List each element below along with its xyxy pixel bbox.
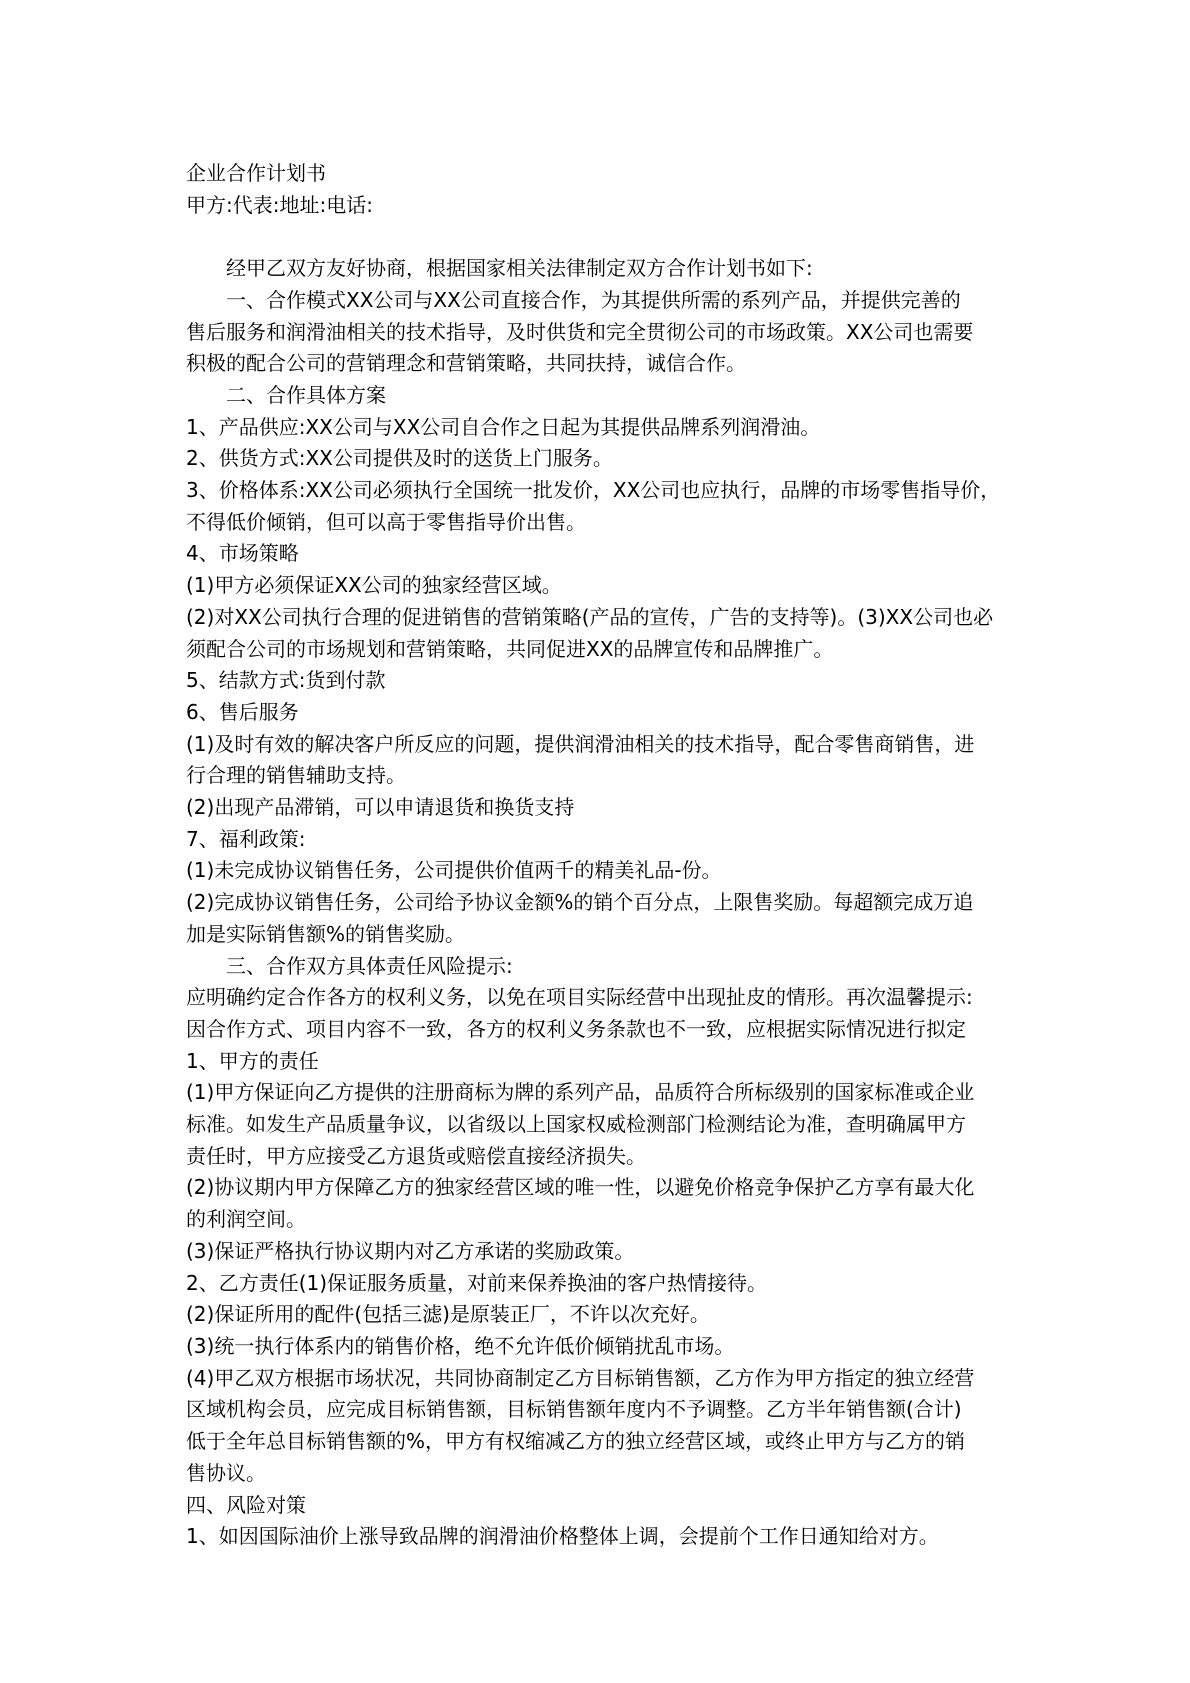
paragraph-line: 经甲乙双方友好协商，根据国家相关法律制定双方合作计划书如下: (226, 256, 813, 281)
paragraph-line: (1)甲方必须保证XX公司的独家经营区域。 (186, 573, 562, 598)
section-heading: 二、合作具体方案 (226, 382, 386, 407)
section-heading: 一、合作模式XX公司与XX公司直接合作，为其提供所需的系列产品，并提供完善的 (226, 287, 961, 312)
parties-line: 甲方:代表:地址:电话: (186, 192, 373, 217)
document-title: 企业合作计划书 (186, 161, 326, 185)
paragraph-line: (2)完成协议销售任务，公司给予协议金额%的销个百分点，上限售奖励。每超额完成万追 (186, 890, 974, 915)
paragraph-line: (4)甲乙双方根据市场状况，共同协商制定乙方目标销售额，乙方作为甲方指定的独立经营 (186, 1365, 975, 1390)
paragraph-line: (3)保证严格执行协议期内对乙方承诺的奖励政策。 (186, 1238, 635, 1263)
paragraph-line: 4、市场策略 (186, 541, 299, 566)
paragraph-line: 责任时，甲方应接受乙方退货或赔偿直接经济损失。 (186, 1143, 646, 1168)
paragraph-line: 的利润空间。 (186, 1207, 306, 1232)
paragraph-line: (2)对XX公司执行合理的促进销售的营销策略(产品的宣传，广告的支持等)。(3)XX公司也必 (186, 604, 994, 629)
paragraph-line: 积极的配合公司的营销理念和营销策略，共同扶持，诚信合作。 (186, 351, 746, 376)
paragraph-line: 售后服务和润滑油相关的技术指导，及时供货和完全贯彻公司的市场政策。XX公司也需要 (186, 319, 974, 344)
paragraph-line: 5、结款方式:货到付款 (186, 668, 386, 693)
paragraph-line: (2)出现产品滞销，可以申请退货和换货支持 (186, 795, 575, 820)
section-heading: 三、合作双方具体责任风险提示: (226, 953, 513, 978)
paragraph-line: 须配合公司的市场规划和营销策略，共同促进XX的品牌宣传和品牌推广。 (186, 636, 834, 661)
paragraph-line: 1、产品供应:XX公司与XX公司自合作之日起为其提供品牌系列润滑油。 (186, 414, 821, 439)
paragraph-line: 售协议。 (186, 1460, 266, 1485)
paragraph-line: 不得低价倾销，但可以高于零售指导价出售。 (186, 509, 586, 534)
paragraph-line: 3、价格体系:XX公司必须执行全国统一批发价，XX公司也应执行，品牌的市场零售指导价， (186, 478, 1001, 503)
section-heading: 四、风险对策 (186, 1492, 306, 1517)
paragraph-line: 低于全年总目标销售额的%，甲方有权缩减乙方的独立经营区域，或终止甲方与乙方的销 (186, 1429, 966, 1454)
paragraph-line: (1)甲方保证向乙方提供的注册商标为牌的系列产品，品质符合所标级别的国家标准或企业 (186, 1080, 975, 1105)
paragraph-line: 行合理的销售辅助支持。 (186, 763, 406, 788)
paragraph-line: (1)未完成协议销售任务，公司提供价值两千的精美礼品-份。 (186, 858, 722, 883)
paragraph-line: (1)及时有效的解决客户所反应的问题，提供润滑油相关的技术指导，配合零售商销售，进 (186, 731, 975, 756)
paragraph-line: 6、售后服务 (186, 699, 299, 724)
paragraph-line: 因合作方式、项目内容不一致，各方的权利义务条款也不一致，应根据实际情况进行拟定 (186, 1016, 966, 1041)
blank-line (186, 221, 1024, 253)
paragraph-line: (2)协议期内甲方保障乙方的独家经营区域的唯一性，以避免价格竞争保护乙方享有最大化 (186, 1175, 975, 1200)
paragraph-line: 区域机构会员，应完成目标销售额，目标销售额年度内不予调整。乙方半年销售额(合计) (186, 1397, 962, 1422)
paragraph-line: 加是实际销售额%的销售奖励。 (186, 921, 466, 946)
paragraph-line: 1、甲方的责任 (186, 1048, 319, 1073)
document-page (186, 158, 1024, 1553)
paragraph-line: 标准。如发生产品质量争议，以省级以上国家权威检测部门检测结论为准，查明确属甲方 (186, 1112, 966, 1137)
paragraph-line: 2、乙方责任(1)保证服务质量，对前来保养换油的客户热情接待。 (186, 1270, 768, 1295)
paragraph-line: 1、如因国际油价上涨导致品牌的润滑油价格整体上调，会提前个工作日通知给对方。 (186, 1524, 939, 1549)
paragraph-line: (3)统一执行体系内的销售价格，绝不允许低价倾销扰乱市场。 (186, 1334, 735, 1358)
paragraph-line: (2)保证所用的配件(包括三滤)是原装正厂，不许以次充好。 (186, 1302, 710, 1327)
paragraph-line: 2、供货方式:XX公司提供及时的送货上门服务。 (186, 446, 613, 471)
paragraph-line: 7、福利政策: (186, 826, 306, 851)
paragraph-line: 应明确约定合作各方的权利义务，以免在项目实际经营中出现扯皮的情形。再次温馨提示: (186, 985, 973, 1010)
